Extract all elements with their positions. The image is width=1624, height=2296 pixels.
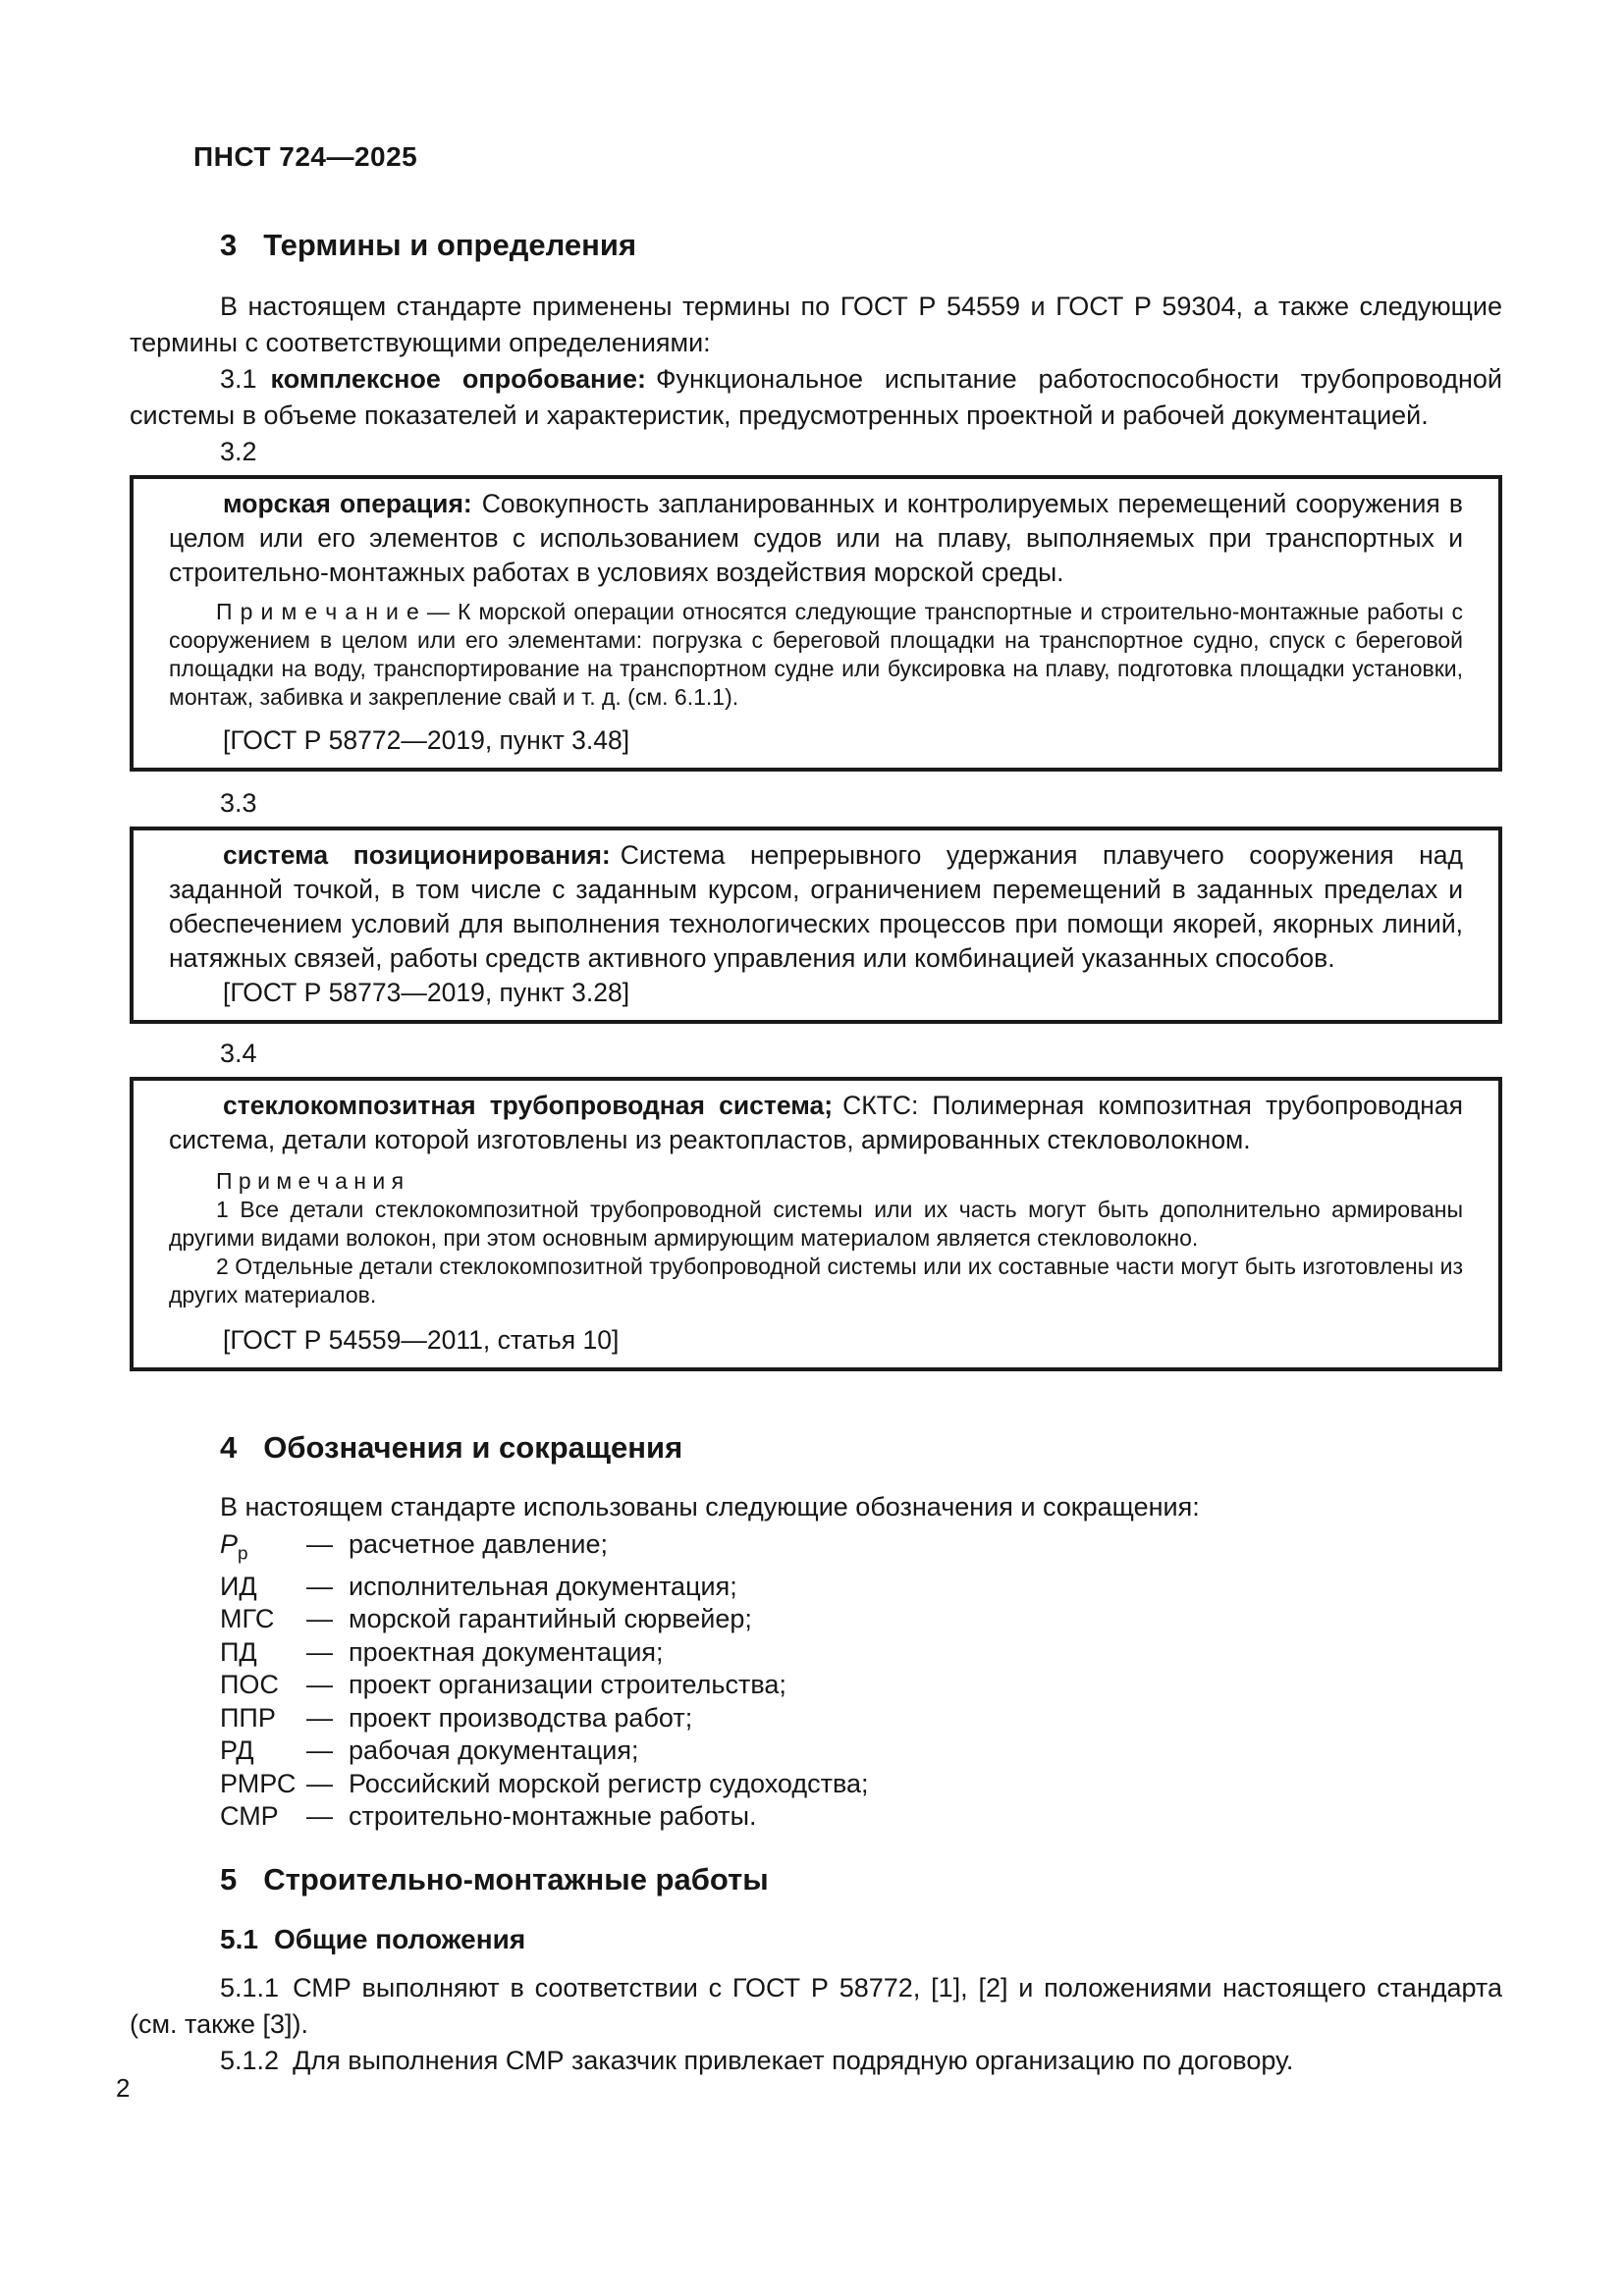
definition-3-4-source-reference: [ГОСТ Р 54559—2011, статья 10]	[223, 1325, 620, 1355]
abbr-term: ППР	[220, 1702, 276, 1733]
definition-3-3-term: система позиционирования:	[223, 840, 611, 870]
abbr-definition: рабочая документация;	[349, 1735, 639, 1766]
label-3-4: 3.4	[220, 1039, 257, 1068]
definition-3-2-term: морская операция:	[223, 489, 472, 518]
abbr-row	[130, 1768, 1502, 1801]
definition-3-3-source-reference: [ГОСТ Р 58773—2019, пункт 3.28]	[223, 978, 630, 1007]
dash-separator: —	[306, 1735, 333, 1766]
abbr-row	[130, 1800, 1502, 1834]
definition-3-3-text: Система непрерывного удержания плавучего сооружения над заданной точкой, в том числе с заданным курсом, ограничением перемещений в заданных пределах и обеспечением условий для выполнения технологических процессов при помощи якорей, якорных линий, натяжных связей, работы средств активного управления или комбинацией указанных способов.	[169, 840, 1463, 973]
dash-separator: —	[306, 1529, 333, 1559]
definition-box-3-4	[130, 1077, 1502, 1371]
section-5	[130, 1860, 1502, 2079]
abbr-row	[130, 1528, 1502, 1571]
dash-separator: —	[306, 1670, 333, 1700]
abbr-definition: проектная документация;	[349, 1636, 664, 1667]
definition-3-4-paragraph	[169, 1089, 1463, 1157]
running-header: ПНСТ 724—2025	[193, 141, 418, 172]
definition-box-3-2	[130, 475, 1502, 772]
abbr-definition: морской гарантийный сюрвейер;	[349, 1604, 752, 1634]
abbr-row	[130, 1702, 1502, 1735]
section-4-number: 4	[220, 1430, 238, 1465]
abbr-definition: строительно-монтажные работы.	[349, 1801, 757, 1832]
abbreviations-list	[130, 1528, 1502, 1834]
section-5-title: Строительно-монтажные работы	[263, 1862, 769, 1896]
label-3-2: 3.2	[220, 437, 257, 466]
abbr-term: МГС	[220, 1604, 275, 1634]
section-3	[130, 226, 1502, 1371]
dash-separator: —	[306, 1768, 333, 1798]
clause-5-1-2-number: 5.1.2	[220, 2046, 280, 2075]
definition-3-4-note-1: 1 Все детали стеклокомпозитной трубопроводной системы или их часть могут быть дополнительно армированы другими видами волокон, при этом основным армирующим материалом является стекловолокно.	[169, 1197, 1463, 1251]
subsection-5-1-title: Общие положения	[273, 1924, 526, 1954]
abbr-definition: проект организации строительства;	[349, 1670, 786, 1700]
definition-3-2-paragraph	[169, 487, 1463, 590]
abbr-row	[130, 1735, 1502, 1768]
abbr-symbol-subscript: р	[238, 1543, 248, 1565]
abbr-row	[130, 1636, 1502, 1670]
section-3-title: Термины и определения	[263, 228, 637, 262]
definition-3-2-text: Совокупность запланированных и контролируемых перемещений сооружения в целом или его элементов с использованием судов или на плаву, выполняемых при транспортных и строительно-монтажных работах в условиях воздействия морской среды.	[169, 489, 1464, 587]
term-3-1-term: комплексное опробование:	[270, 364, 646, 394]
definition-3-4-note-2: 2 Отдельные детали стеклокомпозитной трубопроводной системы или их составные части могут быть изготовлены из других материалов.	[169, 1254, 1463, 1308]
dash-separator: —	[306, 1801, 333, 1832]
term-3-1-number: 3.1	[220, 364, 257, 394]
definition-3-2-note: П р и м е ч а н и е — К морской операции относятся следующие транспортные и строительно-монтажные работы с сооружением в целом или его элементами: погрузка с береговой площадки на транспортное судно, спуск с береговой площадки на воду, транспортирование на транспортном судне или буксировка на плаву, подготовка площадки установки, монтаж, забивка и закрепление свай и т. д. (см. 6.1.1).	[169, 599, 1463, 710]
abbr-term: СМР	[220, 1801, 279, 1832]
abbr-term	[220, 1528, 306, 1571]
dash-separator: —	[306, 1604, 333, 1634]
abbr-term: РД	[220, 1735, 254, 1766]
clause-5-1-1-paragraph	[130, 1970, 1502, 2043]
dash-separator: —	[306, 1702, 333, 1733]
section-3-number: 3	[220, 228, 238, 262]
definition-box-3-3	[130, 827, 1502, 1024]
abbr-definition: проект производства работ;	[349, 1702, 693, 1733]
section-3-intro-paragraph: В настоящем стандарте применены термины по ГОСТ Р 54559 и ГОСТ Р 59304, а также следующие термины с соответствующими определениями:	[130, 292, 1502, 357]
definition-3-4-term: стеклокомпозитная трубопроводная система;	[223, 1091, 834, 1120]
clause-5-1-2-paragraph	[130, 2043, 1502, 2079]
section-4	[130, 1428, 1502, 1834]
section-3-heading	[220, 226, 1502, 265]
abbr-row	[130, 1571, 1502, 1604]
definition-3-2-source-reference: [ГОСТ Р 58772—2019, пункт 3.48]	[223, 725, 630, 755]
clause-5-1-1-number: 5.1.1	[220, 1973, 280, 2002]
label-3-3: 3.3	[220, 788, 257, 818]
abbr-definition: исполнительная документация;	[349, 1571, 737, 1601]
abbr-term: РМРС	[220, 1768, 297, 1798]
definition-3-4-text: Полимерная композитная трубопроводная система, детали которой изготовлены из реактопластов, армированных стекловолокном.	[169, 1091, 1463, 1154]
subsection-5-1-heading	[220, 1921, 1502, 1957]
abbr-row	[130, 1669, 1502, 1702]
subsection-5-1-number: 5.1	[220, 1924, 258, 1954]
dash-separator: —	[306, 1636, 333, 1667]
definition-3-4-abbr: СКТС:	[842, 1091, 919, 1120]
abbr-term: ПД	[220, 1636, 257, 1667]
section-4-title: Обозначения и сокращения	[263, 1430, 683, 1465]
term-3-1-paragraph	[130, 361, 1502, 434]
abbr-symbol: Р	[220, 1529, 239, 1559]
clause-5-1-1-text: СМР выполняют в соответствии с ГОСТ Р 58772, [1], [2] и положениями настоящего стандарта (см. также [3]).	[130, 1973, 1502, 2039]
abbr-row	[130, 1603, 1502, 1636]
section-5-heading	[220, 1860, 1502, 1899]
abbr-definition: расчетное давление;	[349, 1529, 609, 1559]
section-4-heading	[220, 1428, 1502, 1468]
definition-3-3-paragraph	[169, 838, 1463, 976]
clause-5-1-2-text: Для выполнения СМР заказчик привлекает подрядную организацию по договору.	[293, 2046, 1294, 2075]
section-5-number: 5	[220, 1862, 238, 1896]
abbr-term: ИД	[220, 1571, 257, 1601]
dash-separator: —	[306, 1571, 333, 1601]
term-3-1-definition: Функциональное испытание работоспособности трубопроводной системы в объеме показателей и характеристик, предусмотренных проектной и рабочей документацией.	[130, 364, 1502, 430]
abbr-definition: Российский морской регистр судоходства;	[349, 1768, 869, 1798]
abbr-term: ПОС	[220, 1670, 279, 1700]
definition-3-4-notes-label: П р и м е ч а н и я	[216, 1168, 405, 1194]
page-number: 2	[116, 2073, 131, 2103]
section-4-intro-paragraph: В настоящем стандарте использованы следующие обозначения и сокращения:	[220, 1492, 1200, 1522]
